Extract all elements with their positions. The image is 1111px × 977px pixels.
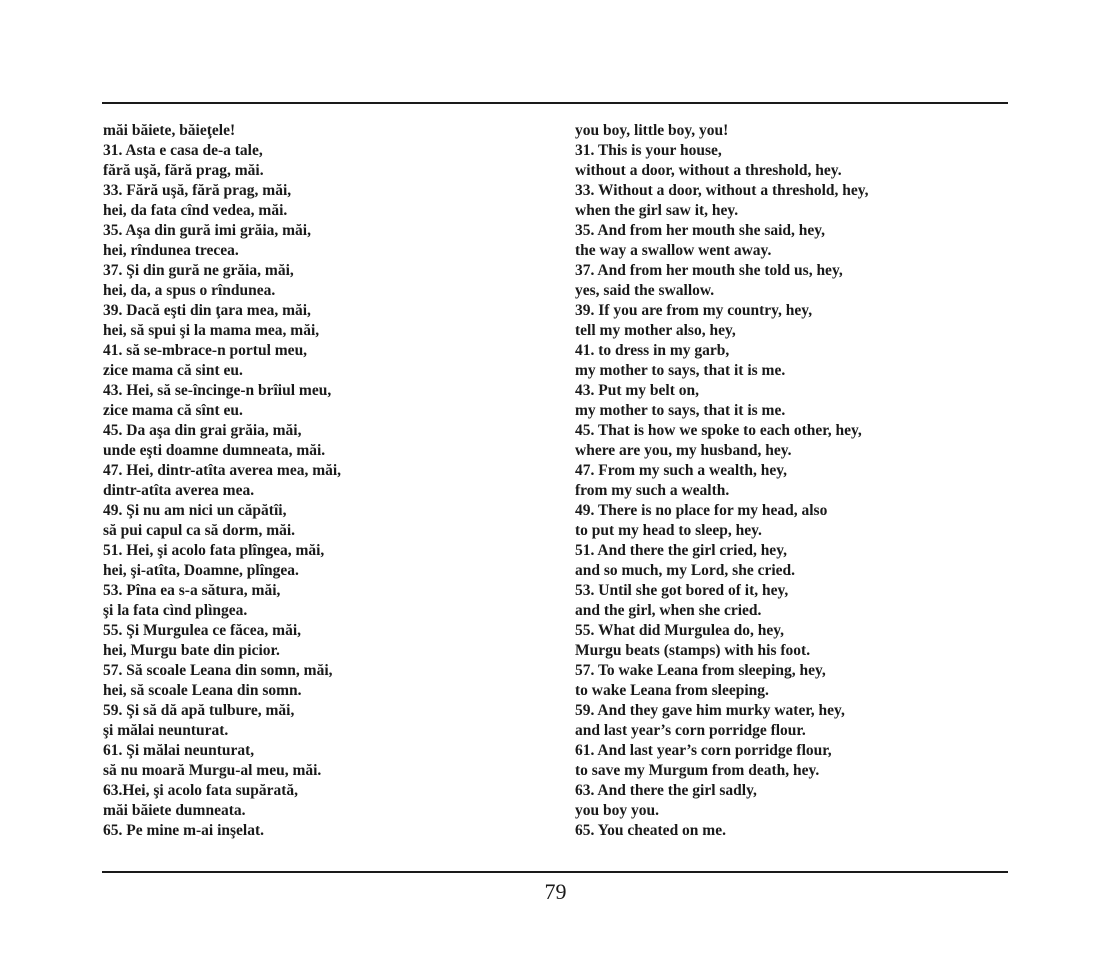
verse-line-english: you boy, little boy, you!: [575, 122, 729, 139]
verse-line-romanian: hei, şi-atîta, Doamne, plîngea.: [103, 562, 299, 579]
verse-line-romanian: hei, Murgu bate din picior.: [103, 642, 280, 659]
verse-line-romanian: 63.Hei, şi acolo fata supărată,: [103, 782, 299, 799]
verse-line-romanian: hei, să scoale Leana din somn.: [103, 682, 302, 699]
verse-line-romanian: 37. Şi din gură ne grăia, măi,: [103, 262, 294, 279]
verse-line-english: 63. And there the girl sadly,: [575, 782, 757, 799]
verse-line-romanian: măi băiete dumneata.: [103, 802, 246, 819]
verse-line-english: you boy you.: [575, 802, 659, 819]
verse-line-romanian: să nu moară Murgu-al meu, măi.: [103, 762, 322, 779]
verse-line-english: yes, said the swallow.: [575, 282, 715, 299]
verse-line-romanian: 53. Pîna ea s-a sătura, măi,: [103, 582, 281, 599]
verse-line-english: tell my mother also, hey,: [575, 322, 736, 339]
verse-line-english: 57. To wake Leana from sleeping, hey,: [575, 662, 826, 679]
verse-line-romanian: 49. Şi nu am nici un căpătîi,: [103, 502, 287, 519]
verse-line-english: 59. And they gave him murky water, hey,: [575, 702, 845, 719]
verse-line-romanian: 45. Da aşa din grai grăia, măi,: [103, 422, 302, 439]
verse-line-english: 43. Put my belt on,: [575, 382, 699, 399]
verse-line-english: and the girl, when she cried.: [575, 602, 762, 619]
verse-line-english: 33. Without a door, without a threshold, hey,: [575, 182, 869, 199]
verse-line-english: to put my head to sleep, hey.: [575, 522, 762, 539]
verse-line-romanian: 59. Şi să dă apă tulbure, măi,: [103, 702, 295, 719]
verse-line-english: 53. Until she got bored of it, hey,: [575, 582, 789, 599]
verse-line-english: 35. And from her mouth she said, hey,: [575, 222, 826, 239]
verse-line-romanian: hei, da fata cînd vedea, măi.: [103, 202, 288, 219]
verse-line-romanian: zice mama că sînt eu.: [103, 402, 243, 419]
verse-line-romanian: măi băiete, băieţele!: [103, 122, 236, 139]
verse-line-english: when the girl saw it, hey.: [575, 202, 739, 219]
verse-line-english: without a door, without a threshold, hey.: [575, 162, 842, 179]
verse-line-romanian: dintr-atîta averea mea.: [103, 482, 255, 499]
verse-line-romanian: 31. Asta e casa de-a tale,: [103, 142, 263, 159]
verse-line-english: 41. to dress in my garb,: [575, 342, 730, 359]
verse-line-english: my mother to says, that it is me.: [575, 402, 786, 419]
english-translation-column: [575, 121, 1005, 841]
verse-line-english: 47. From my such a wealth, hey,: [575, 462, 787, 479]
verse-line-romanian: 39. Dacă eşti din ţara mea, măi,: [103, 302, 311, 319]
top-rule: [102, 102, 1008, 104]
verse-line-romanian: fără uşă, fără prag, măi.: [103, 162, 264, 179]
verse-line-romanian: 43. Hei, să se-încinge-n brîiul meu,: [103, 382, 332, 399]
verse-line-romanian: şi la fata cìnd plìngea.: [103, 602, 248, 619]
verse-line-romanian: 51. Hei, şi acolo fata plîngea, măi,: [103, 542, 325, 559]
verse-line-english: the way a swallow went away.: [575, 242, 772, 259]
verse-line-romanian: 61. Şi mălai neunturat,: [103, 742, 255, 759]
verse-line-english: Murgu beats (stamps) with his foot.: [575, 642, 811, 659]
verse-line-romanian: şi mălai neunturat.: [103, 722, 229, 739]
verse-line-romanian: să pui capul ca să dorm, măi.: [103, 522, 296, 539]
verse-line-romanian: hei, rîndunea trecea.: [103, 242, 239, 259]
verse-line-romanian: 47. Hei, dintr-atîta averea mea, măi,: [103, 462, 342, 479]
verse-line-romanian: 33. Fără uşă, fără prag, măi,: [103, 182, 292, 199]
verse-line-romanian: 65. Pe mine m-ai inşelat.: [103, 822, 265, 839]
bottom-rule: [102, 871, 1008, 873]
verse-line-english: 61. And last year’s corn porridge flour,: [575, 742, 832, 759]
verse-line-english: 37. And from her mouth she told us, hey,: [575, 262, 843, 279]
verse-line-romanian: 35. Aşa din gură imi grăia, măi,: [103, 222, 311, 239]
verse-line-english: 65. You cheated on me.: [575, 822, 726, 839]
verse-line-english: 49. There is no place for my head, also: [575, 502, 828, 519]
verse-line-romanian: 55. Şi Murgulea ce făcea, măi,: [103, 622, 302, 639]
verse-line-english: 31. This is your house,: [575, 142, 722, 159]
romanian-text-column: [103, 121, 533, 841]
verse-line-english: 55. What did Murgulea do, hey,: [575, 622, 785, 639]
verse-line-english: my mother to says, that it is me.: [575, 362, 786, 379]
verse-line-english: 39. If you are from my country, hey,: [575, 302, 813, 319]
verse-line-english: 51. And there the girl cried, hey,: [575, 542, 787, 559]
verse-line-english: 45. That is how we spoke to each other, hey,: [575, 422, 862, 439]
verse-line-english: to wake Leana from sleeping.: [575, 682, 769, 699]
verse-line-romanian: hei, da, a spus o rîndunea.: [103, 282, 276, 299]
page-number: 79: [544, 879, 567, 904]
verse-line-english: from my such a wealth.: [575, 482, 730, 499]
verse-line-english: and last year’s corn porridge flour.: [575, 722, 806, 739]
verse-line-romanian: hei, să spui şi la mama mea, măi,: [103, 322, 320, 339]
verse-line-english: to save my Murgum from death, hey.: [575, 762, 820, 779]
verse-line-romanian: 41. să se-mbrace-n portul meu,: [103, 342, 308, 359]
verse-line-romanian: 57. Să scoale Leana din somn, măi,: [103, 662, 333, 679]
verse-line-romanian: zice mama că sint eu.: [103, 362, 243, 379]
verse-line-english: where are you, my husband, hey.: [575, 442, 792, 459]
verse-line-romanian: unde eşti doamne dumneata, măi.: [103, 442, 326, 459]
verse-line-english: and so much, my Lord, she cried.: [575, 562, 796, 579]
